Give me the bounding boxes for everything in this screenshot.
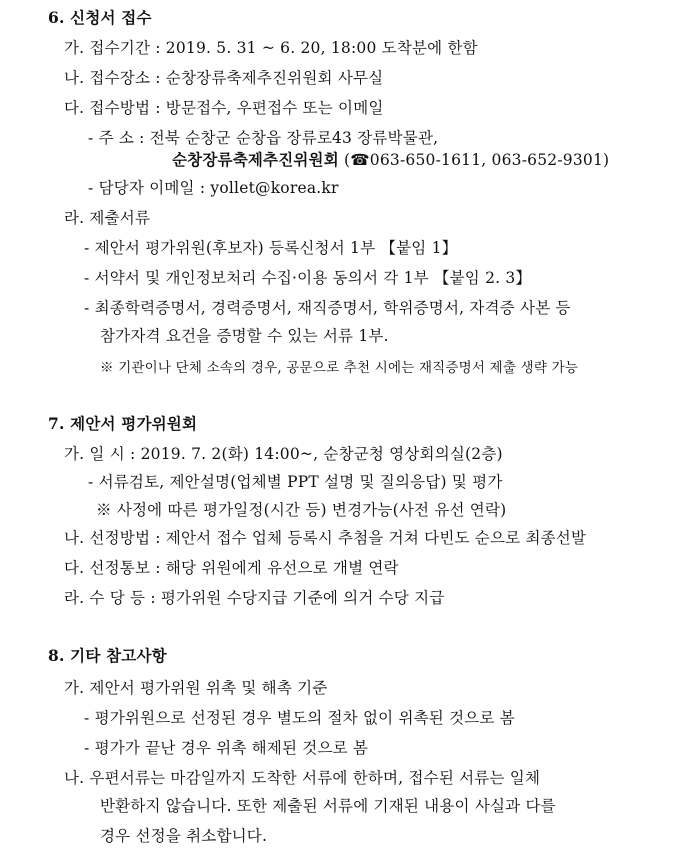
s7-line-notice: 다. 선정통보 : 해당 위원에게 유선으로 개별 연락 xyxy=(64,559,399,577)
s7-line-selection: 나. 선정방법 : 제안서 접수 업체 등록시 추첨을 거쳐 다빈도 순으로 최종선발 xyxy=(64,529,587,547)
s6-note: ※ 기관이나 단체 소속의 경우, 공문으로 추천 시에는 재직증명서 제출 생략 가능 xyxy=(100,360,579,376)
address-phone: (☎063-650-1611, 063-652-9301) xyxy=(338,151,610,169)
s8-line-mail-cont1: 반환하지 않습니다. 또한 제출된 서류에 기재된 내용이 사실과 다를 xyxy=(100,797,556,815)
s6-line-period: 가. 접수기간 : 2019. 5. 31 ~ 6. 20, 18:00 도착분에 한함 xyxy=(64,39,478,57)
s8-line-dismiss: - 평가가 끝난 경우 위촉 해제된 것으로 봄 xyxy=(84,739,369,757)
s7-line-allowance: 라. 수 당 등 : 평가위원 수당지급 기준에 의거 수당 지급 xyxy=(64,589,445,607)
s7-note: ※ 사정에 따른 평가일정(시간 등) 변경가능(사전 유선 연락) xyxy=(96,501,507,519)
s7-line-date: 가. 일 시 : 2019. 7. 2(화) 14:00~, 순창군청 영상회의실(2층) xyxy=(64,445,503,463)
s6-line-email: - 담당자 이메일 : yollet@korea.kr xyxy=(88,179,339,197)
s8-line-mail: 나. 우편서류는 마감일까지 도착한 서류에 한하며, 접수된 서류는 일체 xyxy=(64,769,541,787)
s8-line-appoint: - 평가위원으로 선정된 경우 별도의 절차 없이 위촉된 것으로 봄 xyxy=(84,709,515,727)
s6-line-address: - 주 소 : 전북 순창군 순창읍 장류로43 장류박물관, xyxy=(88,129,439,147)
s8-line-mail-cont2: 경우 선정을 취소합니다. xyxy=(100,827,268,845)
s6-line-address-cont xyxy=(172,150,609,170)
s6-line-doc3-cont: 참가자격 요건을 증명할 수 있는 서류 1부. xyxy=(100,327,389,345)
s7-line-review: - 서류검토, 제안설명(업체별 PPT 설명 및 질의응답) 및 평가 xyxy=(88,473,503,491)
s6-line-docs: 라. 제출서류 xyxy=(64,209,151,227)
s6-line-method: 다. 접수방법 : 방문접수, 우편접수 또는 이메일 xyxy=(64,99,384,117)
section-6-heading: 6. 신청서 접수 xyxy=(48,8,152,27)
address-org: 순창장류축제추진위원회 xyxy=(172,150,339,169)
section-8-heading: 8. 기타 참고사항 xyxy=(48,646,167,665)
section-7-heading: 7. 제안서 평가위원회 xyxy=(48,414,198,433)
s6-line-place: 나. 접수장소 : 순창장류축제추진위원회 사무실 xyxy=(64,69,384,87)
s8-line-criteria: 가. 제안서 평가위원 위촉 및 해촉 기준 xyxy=(64,679,328,697)
s6-line-doc3: - 최종학력증명서, 경력증명서, 재직증명서, 학위증명서, 자격증 사본 등 xyxy=(84,299,571,317)
s6-line-doc2: - 서약서 및 개인정보처리 수집·이용 동의서 각 1부 【붙임 2. 3】 xyxy=(84,269,532,287)
s6-line-doc1: - 제안서 평가위원(후보자) 등록신청서 1부 【붙임 1】 xyxy=(84,239,458,257)
